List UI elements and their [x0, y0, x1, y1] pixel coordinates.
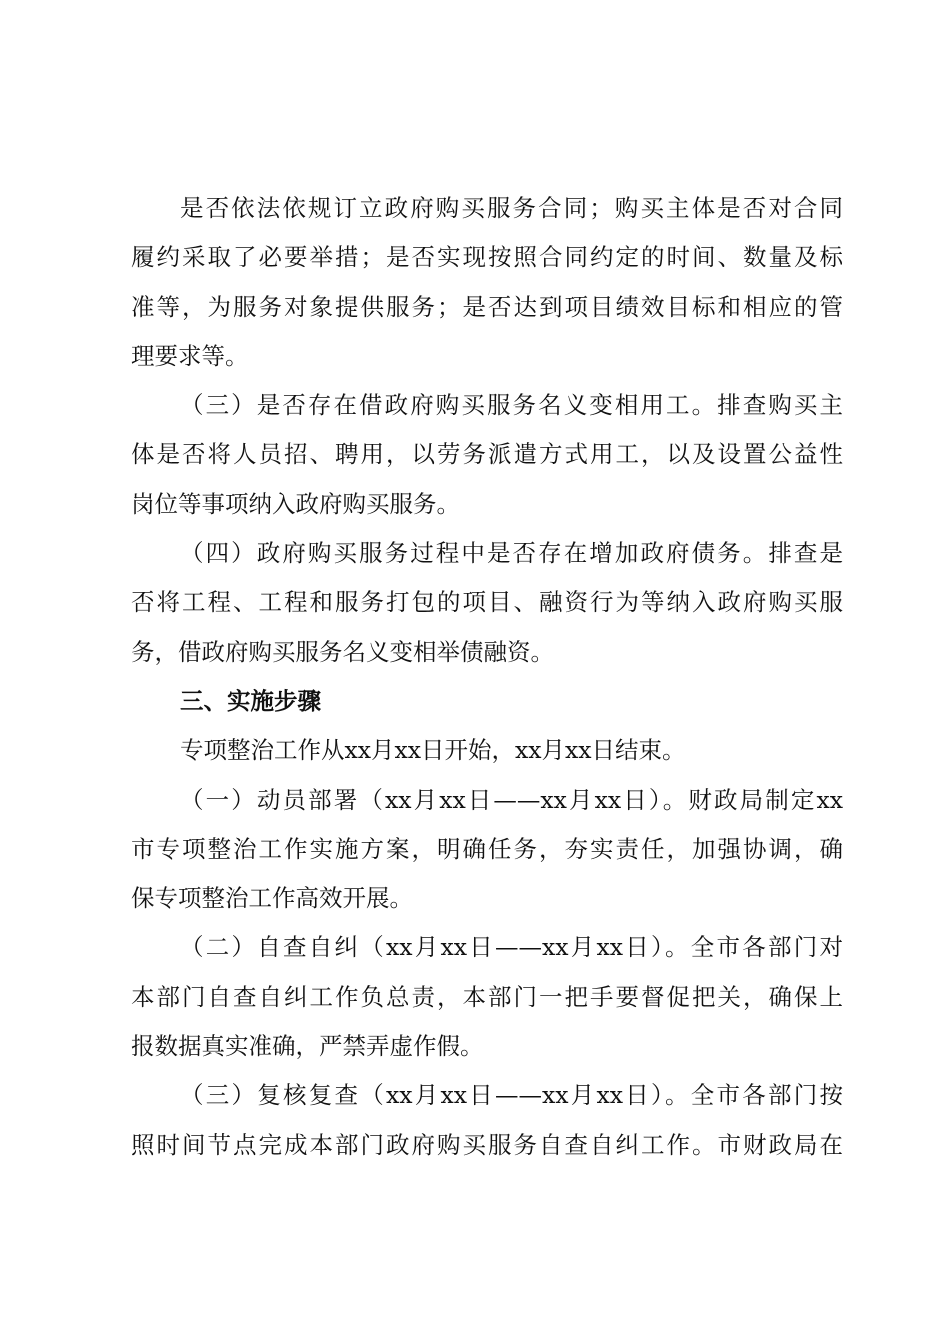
paragraph-line: 岗位等事项纳入政府购买服务。	[131, 489, 460, 518]
paragraph-line: （三）复核复查（xx月xx日——xx月xx日）。全市各部门按	[180, 1081, 843, 1110]
section-heading: 三、实施步骤	[180, 686, 321, 715]
paragraph-line: （二）自查自纠（xx月xx日——xx月xx日）。全市各部门对	[180, 933, 843, 962]
paragraph-line: （三）是否存在借政府购买服务名义变相用工。排查购买主	[180, 391, 843, 420]
paragraph-line: 务，借政府购买服务名义变相举债融资。	[131, 637, 554, 666]
paragraph-line: 理要求等。	[131, 341, 249, 370]
paragraph-line: 照时间节点完成本部门政府购买服务自查自纠工作。市财政局在	[131, 1130, 843, 1159]
paragraph-line: （四）政府购买服务过程中是否存在增加政府债务。排查是	[180, 539, 843, 568]
paragraph-line: 本部门自查自纠工作负总责，本部门一把手要督促把关，确保上	[131, 982, 843, 1011]
paragraph-line: （一）动员部署（xx月xx日——xx月xx日）。财政局制定xx	[180, 785, 843, 814]
paragraph-line: 是否依法依规订立政府购买服务合同；购买主体是否对合同	[180, 194, 843, 222]
paragraph-line: 报数据真实准确，严禁弄虚作假。	[131, 1032, 484, 1061]
paragraph-line: 保专项整治工作高效开展。	[131, 884, 413, 913]
paragraph-line: 准等，为服务对象提供服务；是否达到项目绩效目标和相应的管	[131, 292, 843, 321]
paragraph-line: 市专项整治工作实施方案，明确任务，夯实责任，加强协调，确	[131, 834, 843, 863]
paragraph-line: 否将工程、工程和服务打包的项目、融资行为等纳入政府购买服	[131, 588, 843, 617]
paragraph-line: 履约采取了必要举措；是否实现按照合同约定的时间、数量及标	[131, 243, 843, 272]
document-body	[131, 184, 843, 1170]
paragraph-line: 体是否将人员招、聘用，以劳务派遣方式用工，以及设置公益性	[131, 440, 843, 469]
paragraph-line: 专项整治工作从xx月xx日开始，xx月xx日结束。	[180, 736, 686, 765]
